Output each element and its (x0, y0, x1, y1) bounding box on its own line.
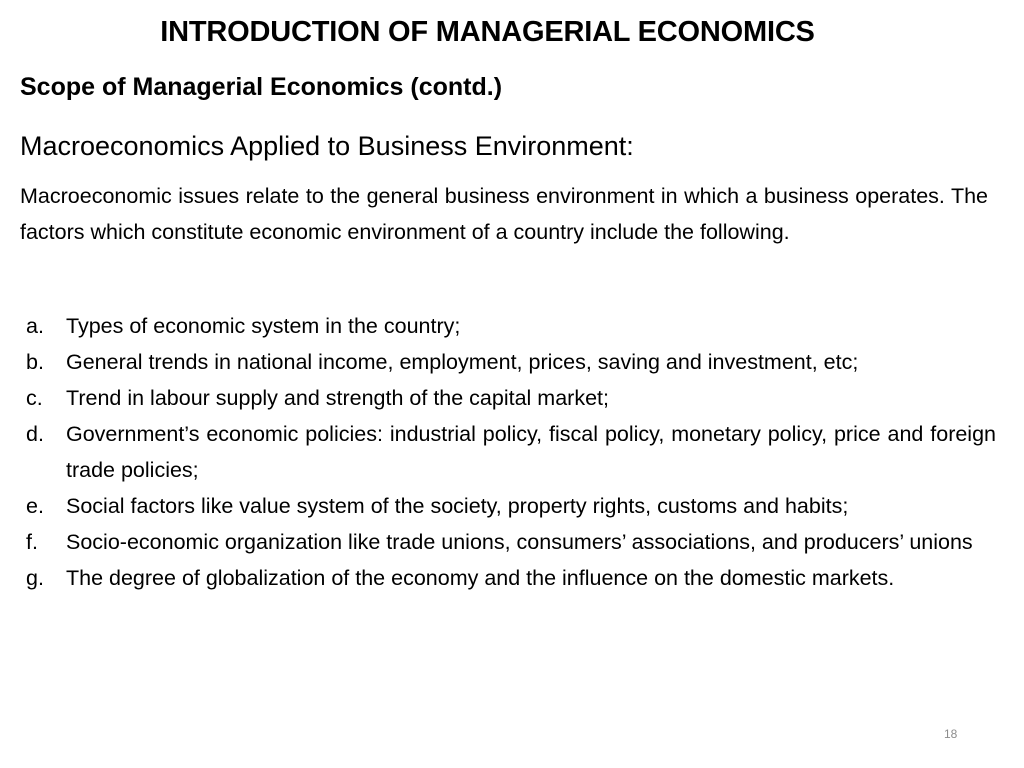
list-item (20, 380, 996, 416)
list-item (20, 344, 996, 380)
factor-list (20, 308, 996, 596)
slide-subtitle: Scope of Managerial Economics (contd.) (20, 73, 503, 101)
slide-title: INTRODUCTION OF MANAGERIAL ECONOMICS (160, 16, 815, 48)
page-number: 18 (944, 727, 958, 741)
list-item-marker: f. (26, 530, 38, 554)
list-item-marker: c. (26, 386, 43, 410)
list-item-text: Trend in labour supply and strength of the capital market; (66, 386, 609, 410)
list-item (20, 488, 996, 524)
list-item-text: Government’s economic policies: industrial policy, fiscal policy, monetary policy, price and foreign trade policies; (66, 422, 996, 482)
list-item (20, 524, 996, 560)
list-item-text: The degree of globalization of the economy and the influence on the domestic markets. (66, 566, 895, 590)
list-item-text: Types of economic system in the country; (66, 314, 461, 338)
list-item-text: Socio-economic organization like trade unions, consumers’ associations, and producers’ unions (66, 530, 973, 554)
list-item (20, 416, 996, 488)
list-item-marker: e. (26, 494, 44, 518)
list-item (20, 560, 996, 596)
list-item-marker: a. (26, 314, 44, 338)
section-heading: Macroeconomics Applied to Business Environment: (20, 131, 634, 161)
list-item-text: General trends in national income, employment, prices, saving and investment, etc; (66, 350, 859, 374)
list-item-text: Social factors like value system of the society, property rights, customs and habits; (66, 494, 849, 518)
list-item-marker: g. (26, 566, 44, 590)
list-item-marker: b. (26, 350, 44, 374)
list-item (20, 308, 996, 344)
list-item-marker: d. (26, 422, 44, 446)
intro-paragraph: Macroeconomic issues relate to the general business environment in which a business operates. The factors which constitute economic environment of a country include the following. (20, 184, 988, 244)
